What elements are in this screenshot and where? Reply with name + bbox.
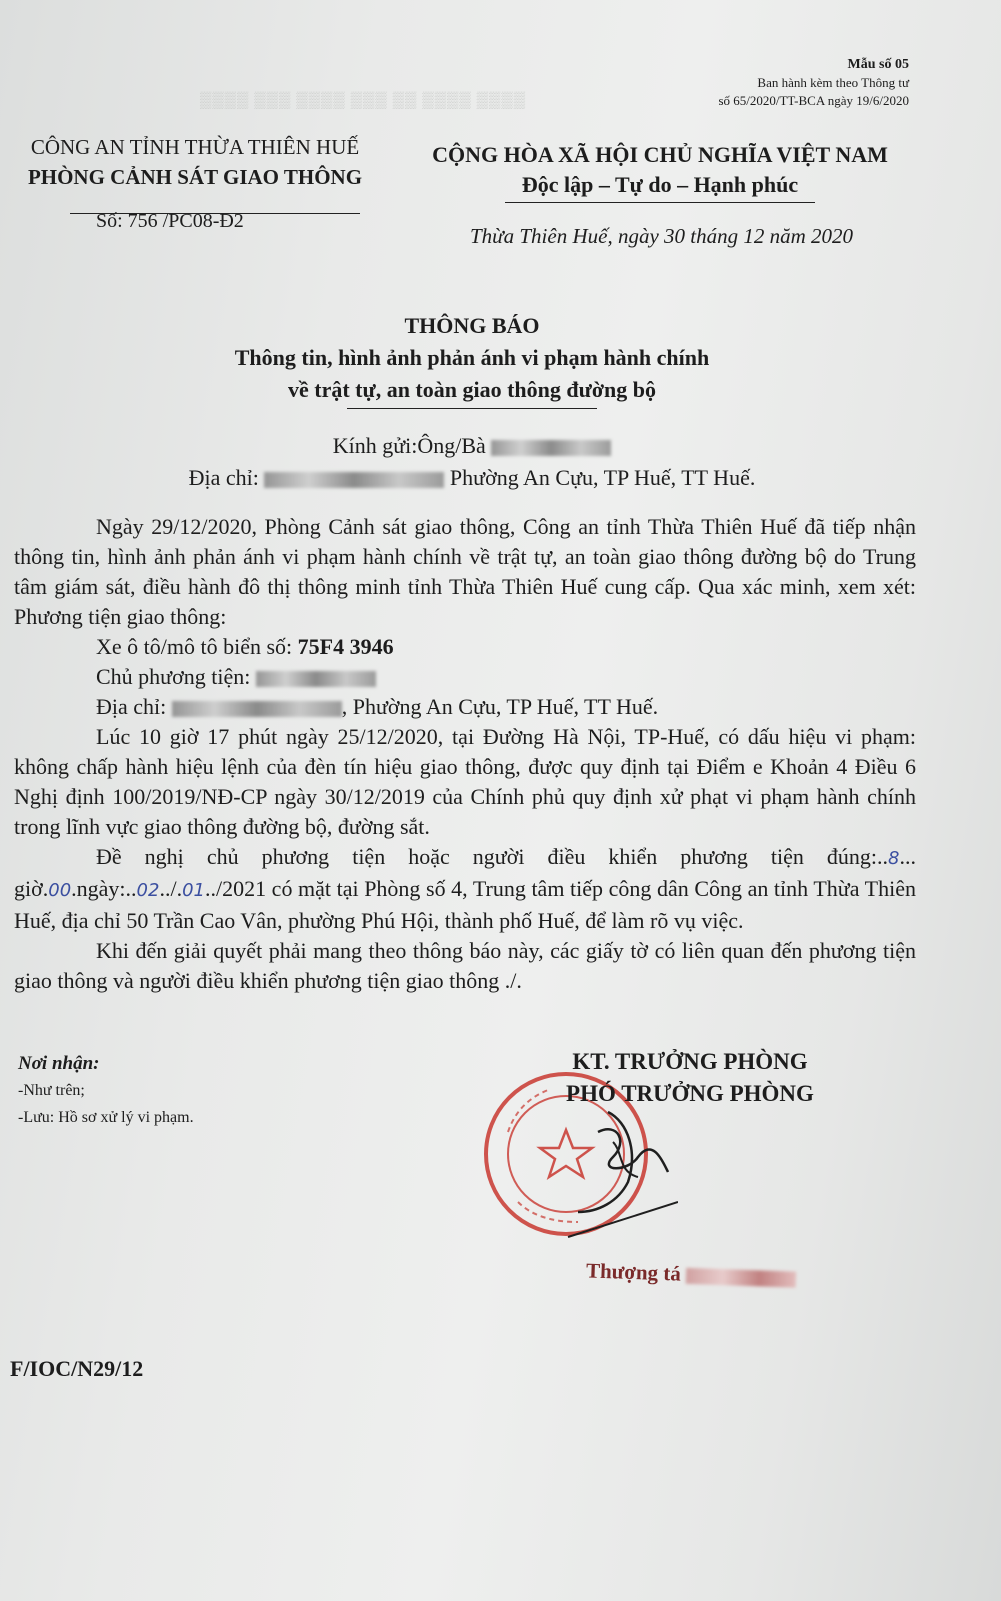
redacted-name — [491, 440, 611, 456]
plate-line — [14, 632, 916, 662]
redacted-owner — [256, 671, 376, 687]
plate-value: 75F4 3946 — [297, 634, 394, 659]
body-paragraph-intro: Ngày 29/12/2020, Phòng Cảnh sát giao thông, Công an tỉnh Thừa Thiên Huế đã tiếp nhận thông tin, hình ảnh phản ánh vi phạm hành chính về trật tự, an toàn giao thông đường bộ do Trung tâm giám sát, điều hành đô thị thông minh tỉnh Thừa Thiên Huế cung cấp. Qua xác minh, xem xét: Phương tiện giao thông: — [14, 514, 916, 629]
summons-text-c: .ngày:.. — [71, 876, 137, 901]
body-paragraph-final: Khi đến giải quyết phải mang theo thông báo này, các giấy tờ có liên quan đến phương tiện giao thông và người điều khiển phương tiện giao thông ./. — [14, 938, 916, 993]
recipient-address-suffix: Phường An Cựu, TP Huế, TT Huế. — [449, 465, 756, 490]
signature-authority: KT. TRƯỞNG PHÒNG — [572, 1049, 808, 1074]
owner-address-line — [14, 692, 916, 722]
distribution-list — [18, 1050, 194, 1131]
form-template-note — [718, 56, 909, 110]
summons-text-d: ../. — [159, 876, 183, 901]
owner-line — [14, 662, 916, 692]
owner-label: Chủ phương tiện: — [96, 664, 251, 689]
redacted-owner-address — [172, 701, 342, 717]
signer-rank: Thượng tá — [585, 1258, 682, 1286]
form-template-issued: Ban hành kèm theo Thông tư — [757, 75, 909, 90]
national-name: CỘNG HÒA XÃ HỘI CHỦ NGHĨA VIỆT NAM — [432, 142, 888, 167]
date-place: Thừa Thiên Huế, ngày 30 tháng 12 năm 2020 — [470, 224, 854, 248]
agency-parent: CÔNG AN TỈNH THỪA THIÊN HUẾ — [30, 135, 360, 159]
distribution-heading: Nơi nhận: — [18, 1053, 100, 1074]
notice-subtitle-1: Thông tin, hình ảnh phản ánh vi phạm hành chính — [234, 345, 710, 370]
ghost-watermark: ▒▒▒▒ ▒▒▒ ▒▒▒▒ ▒▒▒ ▒▒ ▒▒▒▒ ▒▒▒▒ — [200, 92, 527, 109]
handwritten-hour: 8 — [888, 848, 900, 869]
agency-department: PHÒNG CẢNH SÁT GIAO THÔNG — [27, 165, 363, 189]
notice-title: THÔNG BÁO — [404, 313, 540, 338]
form-template-circular: số 65/2020/TT-BCA ngày 19/6/2020 — [718, 93, 909, 108]
notice-body — [14, 512, 916, 996]
summons-text-b: ... giờ. — [14, 844, 916, 901]
body-paragraph-violation: Lúc 10 giờ 17 phút ngày 25/12/2020, tại Đường Hà Nội, TP-Huế, có dấu hiệu vi phạm: không chấp hành hiệu lệnh của đèn tín hiệu giao thông, được quy định tại Điểm e Khoản 4 Điều 6 Nghị định 100/2019/NĐ-CP ngày 30/12/2019 của Chính phủ quy định xử phạt vi phạm hành chính trong lĩnh vực giao thông đường bộ, đường sắt. — [14, 724, 916, 839]
distribution-item-1: -Như trên; — [18, 1082, 85, 1099]
owner-address-label: Địa chỉ: — [96, 694, 167, 719]
title-underline — [347, 408, 597, 409]
owner-address-suffix: , Phường An Cựu, TP Huế, TT Huế. — [341, 694, 659, 719]
form-template-number: Mẫu số 05 — [847, 57, 909, 72]
summons-text-e: ../2021 có mặt tại Phòng số 4, Trung tâm tiếp công dân Công an tỉnh Thừa Thiên Huế, địa chỉ 50 Trần Cao Vân, phường Phú Hội, thành phố Huế, để làm rõ vụ việc. — [14, 876, 916, 933]
handwritten-day: 02 — [136, 880, 160, 901]
redacted-address — [264, 472, 444, 488]
signature-title: PHÓ TRƯỞNG PHÒNG — [566, 1081, 814, 1106]
plate-label: Xe ô tô/mô tô biển số: — [96, 634, 293, 659]
notice-title-block — [0, 310, 944, 409]
recipient-block — [0, 430, 944, 494]
signature-block — [540, 1046, 840, 1110]
handwritten-month: 01 — [182, 880, 205, 901]
signer-name — [586, 1258, 797, 1290]
handwritten-minute: 00 — [48, 880, 72, 901]
body-paragraph-summons — [14, 842, 916, 936]
recipient-greeting: Kính gửi:Ông/Bà — [332, 433, 486, 458]
motto-underline — [505, 202, 815, 203]
notice-subtitle-2: về trật tự, an toàn giao thông đường bộ — [287, 377, 656, 402]
document-number: Số: 756 /PC08-Đ2 — [96, 210, 244, 232]
issuing-agency — [0, 132, 390, 222]
national-motto: Độc lập – Tự do – Hạnh phúc — [521, 172, 799, 197]
national-header — [400, 140, 920, 203]
summons-text-a: Đề nghị chủ phương tiện hoặc người điều khiển phương tiện đúng:.. — [96, 844, 889, 869]
form-code: F/IOC/N29/12 — [10, 1356, 144, 1381]
recipient-address-label: Địa chỉ: — [188, 465, 259, 490]
redacted-signer — [686, 1268, 796, 1288]
distribution-item-2: -Lưu: Hồ sơ xử lý vi phạm. — [18, 1109, 194, 1126]
